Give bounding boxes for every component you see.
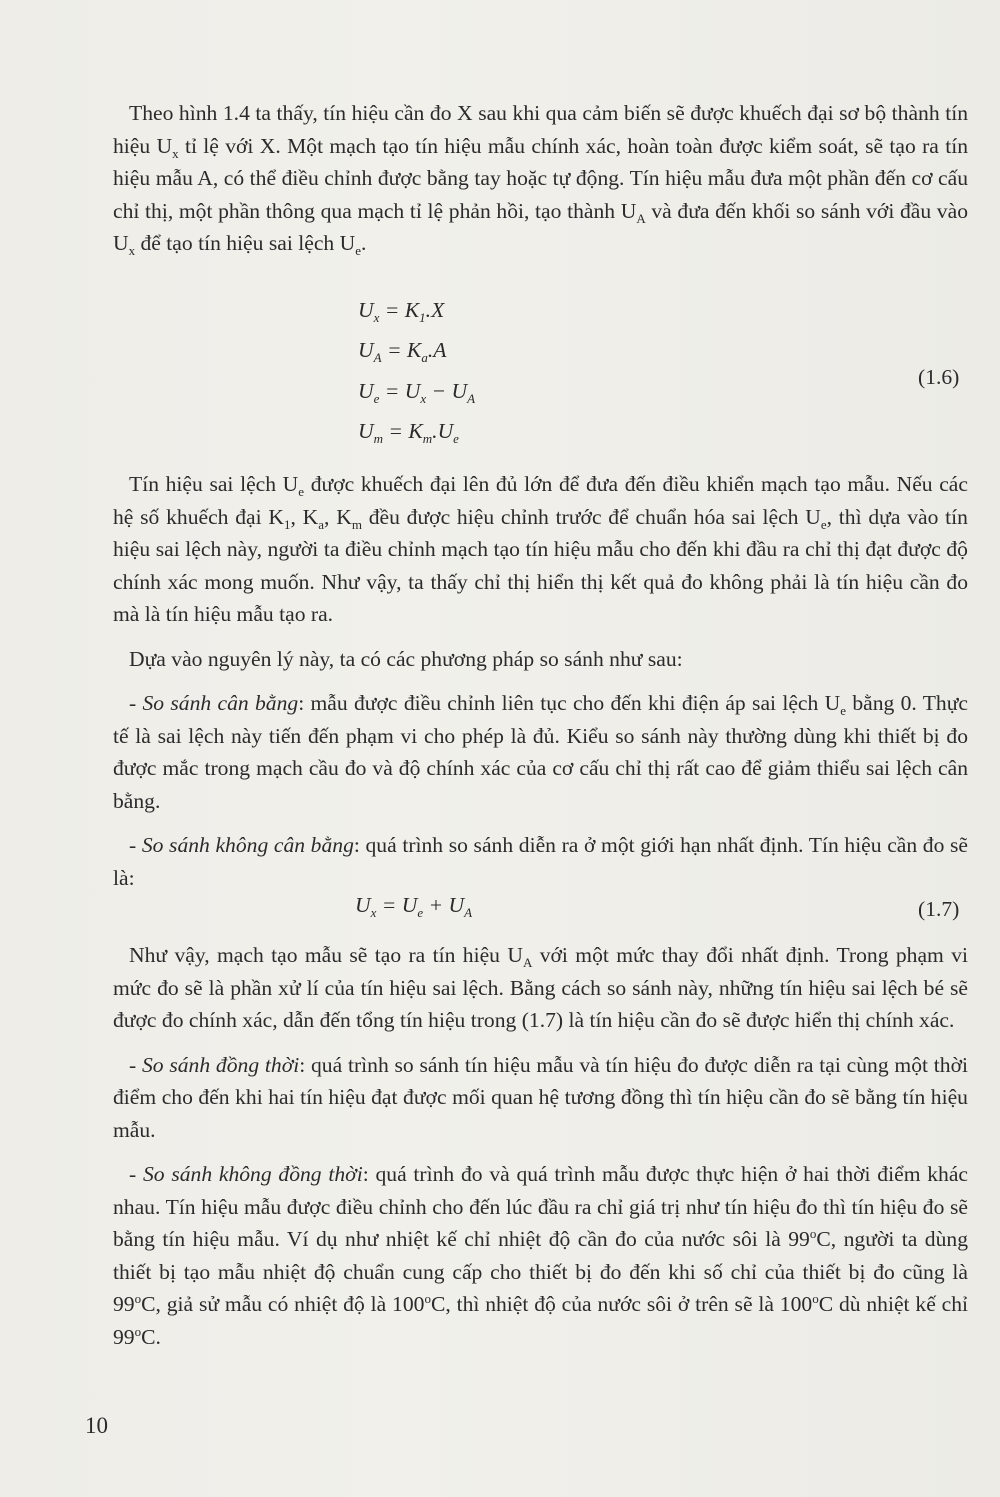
text-line: được kiểm soát, sẽ tạo ra tín hiệu mẫu A, có thể điều chỉnh được bằng tay hoặc tự [113, 133, 969, 190]
equation-ue: $U_e = U_x - U_A$ [358, 379, 476, 406]
paragraph-error-signal: Tín hiệu sai lệch $U_e$ được khuếch đại lên đủ lớn để đưa đến điều khiển mạch tạo mẫu. Nếu các hệ số khuếch đại $K_1$, $K_a$, $K_m$ đều được hiệu chỉnh trước để chuẩn hóa sai lệch $U_e$, thì dựa vào tín hiệu sai lệch này, người ta điều chỉnh mạch tạo tín hiệu mẫu cho đến khi đầu ra chỉ thị đạt được độ chính xác mong muốn. Như vậy, ta thấy chỉ thị hiển thị kết quả đo không phải là tín hiệu cần đo mà là tín hiệu mẫu tạo ra. Dựa vào nguyên lý này, ta có các phương pháp so sánh như sau: - So sánh cân bằng: mẫu được điều chỉnh liên tục cho đến khi điện áp sai lệch $U_e$ bằng 0. Thực tế là sai lệch này tiến đến phạm vi cho phép là đủ. Kiểu so sánh này thường dùng khi thiết bị đo được mắc trong mạch cầu đo và độ chính xác của cơ cấu chỉ thị rất cao để giảm thiểu sai lệch cân bằng. - So sánh không cân bằng: quá trình so sánh diễn ra ở một giới hạn nhất định. Tín hiệu cần đo sẽ là: [113, 468, 968, 894]
equation-number-1-7: (1.7) [918, 897, 960, 921]
paragraph-unbalanced-comparison: - So sánh không cân bằng: quá trình so sánh diễn ra ở một giới hạn nhất định. Tín hiệu cần đo sẽ là: [113, 833, 969, 890]
paragraph-intro [113, 97, 968, 260]
text-line: tỉ lệ với X. Một mạch tạo tín hiệu mẫu chính xác, hoàn toàn [178, 133, 713, 158]
term-simultaneous: - So sánh đồng thời [129, 1052, 300, 1077]
equation-ux: $U_x = K_1.X$ [358, 298, 445, 325]
term-non-simultaneous: - So sánh không đồng thời [129, 1162, 363, 1186]
text-line: phản hồi, tạo thành U [448, 198, 637, 223]
term-balanced: - So sánh cân bằng [129, 691, 299, 715]
equation-number-1-6: (1.6) [918, 365, 960, 389]
equation-group-1-6 [358, 298, 658, 458]
equation-ua: $U_A = K_a.A$ [358, 338, 447, 365]
subscript: x [172, 145, 179, 161]
text-line: lệch U [298, 231, 356, 255]
page-number: 10 [85, 1413, 108, 1438]
subscript: e [355, 243, 361, 258]
equation-1-7: $U_x = U_e + U_A$ [355, 893, 473, 920]
term-unbalanced: - So sánh không cân bằng [129, 833, 354, 857]
text-line: sơ bộ thành tín hiệu U [113, 101, 968, 158]
equation-um: $U_m = K_m.U_e$ [358, 419, 459, 446]
text-line: . [360, 231, 367, 255]
paragraph-block-lower [113, 939, 968, 1353]
paragraph-balanced-comparison: - So sánh cân bằng: mẫu được điều chỉnh liên tục cho đến khi điện áp sai lệch $U_e$ bằng 0. Thực tế là sai lệch này tiến đến phạm vi cho phép là đủ. Kiểu so sánh này thường dùng khi thiết bị đo được mắc trong mạch cầu đo và độ chính xác của cơ cấu chỉ thị rất cao để giảm thiểu sai lệch cân bằng. [113, 691, 968, 813]
text-line: để tạo tín hiệu sai [135, 231, 293, 255]
subscript: A [636, 210, 646, 226]
paragraph-unbalanced-result: Như vậy, mạch tạo mẫu sẽ tạo ra tín hiệu $U_A$ với một mức thay đổi nhất định. Trong phạm vi mức đo sẽ là phần xử lí của tín hiệu sai lệch. Bằng cách so sánh này, những tín hiệu sai lệch bé sẽ được đo chính xác, dẫn đến tổng tín hiệu trong (1.7) là tín hiệu cần đo sẽ được hiển thị chính xác. [113, 943, 968, 1032]
paragraph-non-simultaneous-comparison: - So sánh không đồng thời: quá trình đo và quá trình mẫu được thực hiện ở hai thời điểm khác nhau. Tín hiệu mẫu được điều chỉnh cho đến lúc đầu ra chỉ giá trị như tín hiệu đo thì tín hiệu đo sẽ bằng tín hiệu mẫu. Ví dụ như nhiệt kế chỉ nhiệt độ cần đo của nước sôi là 99$^o$C, người ta dùng thiết bị tạo mẫu nhiệt độ chuẩn cung cấp cho thiết bị đo đến khi số chỉ của thiết bị đo cũng là 99$^o$C, giả sử mẫu có nhiệt độ là 100$^o$C, thì nhiệt độ của nước sôi ở trên sẽ là 100$^o$C dù nhiệt kế chỉ 99$^o$C. [113, 1162, 969, 1349]
text-line: và đưa đến khối so sánh với đầu vào U [113, 198, 968, 255]
paragraph-methods-intro: Dựa vào nguyên lý này, ta có các phương pháp so sánh như sau: [129, 646, 683, 671]
text-line: động. Tín hiệu mẫu đưa một phần đến cơ cấu chỉ thị, một phần thông qua mạch tỉ lệ [113, 166, 968, 223]
subscript: x [128, 243, 136, 258]
paragraph-simultaneous-comparison: - So sánh đồng thời: quá trình so sánh tín hiệu mẫu và tín hiệu đo được diễn ra tại cùng một thời điểm cho đến khi hai tín hiệu đạt được mối quan hệ tương đồng thì tín hiệu cần đo sẽ bằng tín hiệu mẫu. [113, 1052, 968, 1142]
text-line: Theo hình 1.4 ta thấy, tín hiệu cần đo X sau khi qua cảm biến sẽ được khuếch đại [129, 101, 834, 125]
